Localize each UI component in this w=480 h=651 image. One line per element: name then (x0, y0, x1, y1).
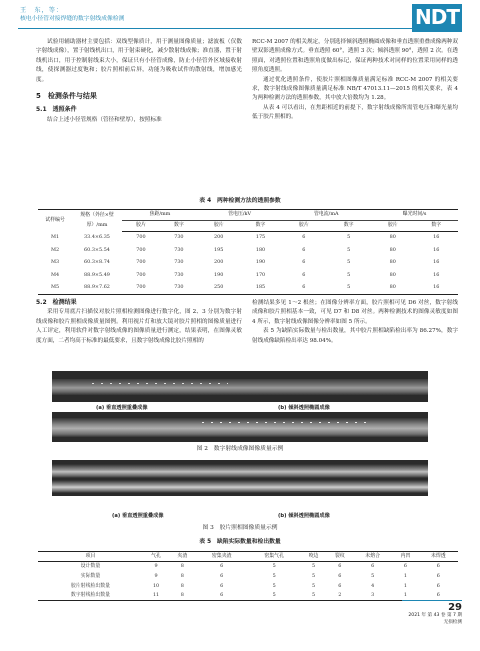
table-cell: 16 (433, 234, 440, 241)
table-header: 规格（外径×壁厚）/mm (72, 210, 122, 232)
table-row (38, 282, 458, 295)
paragraph: 从表 4 可以看出，在焦距相近的前提下，数字射线成像所需管电压和曝光量均低于胶片照相的。 (252, 104, 458, 121)
table-cell: 6 (220, 582, 224, 589)
paragraph: 检测结果多见 1～2 根丝；在图像分辨率方面，胶片照相可见 D6 对丝，数字射线成像和胶片照相基本一致，可见 D7 和 D8 对丝。两种检测技术的图像灵敏度如图 4 所示，数字射线成像图像分辨率如图 5 所示。 (252, 300, 458, 325)
table-header: 密集气孔 (248, 552, 300, 562)
table5-caption: 表 5 缺陷实际数量和检出数量 (199, 539, 281, 545)
table-cell: 6 (302, 271, 306, 278)
table-cell: 6 (371, 563, 375, 570)
table-cell: 5 (311, 572, 316, 579)
table-cell: 5 (248, 591, 300, 601)
table-cell: 5 (371, 572, 375, 579)
table4 (38, 209, 458, 295)
table-row (38, 581, 458, 591)
subsection-heading: 5.2 检测结果 (36, 299, 77, 306)
table-row (38, 572, 458, 582)
table-row (38, 269, 458, 282)
table-cell: 10 (152, 582, 160, 589)
paragraph: RCC-M 2007 的相关规定，分别选择倾斜透照椭圆成像和垂直透照重叠成像两种双壁双影透照成像方式。垂直透照 60°，透照 3 次；倾斜透照 90°，透照 2 次。在透照面，对透照位置和透照角度做出标记，保证两种技术对同样的位置采用同样的透照角度透照。 (252, 39, 458, 74)
table-cell: 6 (436, 563, 440, 570)
table-cell: 16 (415, 282, 459, 295)
table-header: 裂纹 (327, 552, 353, 562)
table4-caption: 表 4 两种检测方法的透照参数 (199, 198, 281, 204)
table-row (38, 562, 458, 572)
table-cell: 700 (136, 259, 146, 266)
right-column-top (252, 38, 458, 123)
table-cell: M3 (50, 259, 60, 266)
table-cell: 5 (272, 563, 276, 570)
paragraph: 通过优化透照条件，使胶片照相图像质量满足标准 RCC-M 2007 的相关要求，数字射线成像图像质量满足标准 NB/T 47013.11—2015 的相关要求，表 4 为两种检测方法的透照参数，其中放大倍数均为 1.28。 (252, 76, 458, 102)
table-cell: 170 (255, 271, 266, 278)
table-cell: 60.3×8.74 (84, 259, 110, 266)
table-header: 管电压/kV (198, 210, 282, 221)
figure2-image-a (52, 371, 428, 402)
table-subheader: 胶片 (198, 221, 240, 232)
table-subheader: 数字 (326, 221, 371, 232)
figure2-caption: 图 2 数字射线成像图像质量示例 (196, 446, 284, 452)
table-cell: 5 (311, 563, 316, 570)
header-rule (18, 28, 414, 29)
figure3-label-b: (b) 倾斜透照椭圆成像 (278, 513, 330, 519)
table-cell: M1 (50, 234, 60, 241)
table-cell: M5 (38, 282, 72, 295)
table-cell: 185 (240, 282, 282, 295)
table-row (38, 257, 458, 270)
table-cell: 设计数量 (80, 563, 101, 570)
paragraph: 表 5 为缺陷实际数量与检出数量，其中胶片照相缺陷检出率为 86.27%，数字射线成像缺陷检出率达 98.04%。 (252, 328, 458, 344)
paragraph: 结合上述小径管规格（管径和壁厚），按照标准 (47, 116, 162, 123)
table-subheader: 数字 (240, 221, 282, 232)
table-cell: 175 (255, 234, 266, 241)
table-cell: 88.9×5.49 (84, 271, 110, 278)
journal-name: 无损检测 (443, 620, 462, 626)
figure2-label-a: (a) 垂直透照重叠成像 (96, 405, 148, 411)
table-cell: 6 (281, 282, 326, 295)
table-cell: 6 (302, 246, 306, 253)
table-cell: 700 (136, 234, 146, 241)
table-cell: 700 (122, 282, 160, 295)
table-cell: 200 (214, 234, 224, 241)
table-cell: 190 (255, 259, 266, 266)
table-cell: 11 (143, 591, 169, 601)
table-cell: 6 (338, 563, 342, 570)
table-cell: 730 (160, 282, 198, 295)
table-cell: 6 (302, 259, 306, 266)
table-cell: 1 (403, 582, 408, 589)
page-number: 29 (402, 600, 462, 612)
subsection-heading: 5.1 透照条件 (36, 106, 77, 114)
table-cell: 8 (180, 572, 184, 579)
right-column-mid (252, 299, 458, 346)
table-header: 焦距/mm (122, 210, 198, 221)
table-cell: 5 (272, 572, 276, 579)
table-header: 夹渣 (169, 552, 195, 562)
header-running-title: 核电小径管对接焊缝的数字射线成像检测 (20, 16, 125, 22)
section-heading: 5 检测条件与结果 (36, 92, 97, 101)
table-cell: 190 (214, 271, 224, 278)
table-cell: 250 (198, 282, 240, 295)
table-cell: 9 (154, 563, 158, 570)
table-cell: 730 (174, 259, 184, 266)
figure3-image (52, 460, 428, 496)
table-cell: 80 (389, 246, 396, 253)
table-cell: 6 (419, 591, 458, 601)
table-cell: 5 (347, 246, 351, 253)
table-cell: 730 (174, 271, 184, 278)
table-cell: 180 (255, 246, 266, 253)
figure2-image-b (52, 412, 428, 442)
table-cell: 80 (389, 271, 396, 278)
table-cell: 16 (433, 259, 440, 266)
table-cell: 195 (214, 246, 224, 253)
table-cell: 5 (347, 271, 351, 278)
figure3-label-a: (a) 垂直透照重叠成像 (112, 513, 164, 519)
table-row (38, 591, 458, 601)
table-header: 曝光时间/s (371, 210, 458, 221)
table-header: 未焊透 (419, 552, 458, 562)
table-cell: 80 (389, 234, 396, 241)
figure2-label-b: (b) 倾斜透照椭圆成像 (278, 405, 330, 411)
table-cell: 200 (214, 259, 224, 266)
table-cell: 6 (338, 572, 342, 579)
table-cell: 5 (347, 234, 351, 241)
table-cell: 实际数量 (80, 572, 101, 579)
table-cell: 6 (403, 563, 408, 570)
table-header: 内凹 (392, 552, 418, 562)
table-cell: 700 (136, 246, 146, 253)
table-subheader: 胶片 (122, 221, 160, 232)
figure3-caption: 图 3 胶片照相图像质量示例 (202, 525, 278, 531)
table-cell: 胶片射线检出数量 (70, 582, 111, 589)
table-cell: 8 (169, 591, 195, 601)
table-cell: 1 (403, 572, 408, 579)
table-cell: 5 (311, 582, 316, 589)
page-footer (402, 600, 462, 626)
table-header: 项目 (38, 552, 143, 562)
table-cell: 3 (353, 591, 392, 601)
table-cell: 数字射线检出数量 (38, 591, 143, 601)
table-cell: 6 (220, 572, 224, 579)
table-cell: 700 (136, 271, 146, 278)
table-row (38, 244, 458, 257)
table-cell: 2 (327, 591, 353, 601)
table-subheader: 胶片 (371, 221, 414, 232)
left-column-top (36, 38, 242, 125)
running-header (18, 6, 462, 34)
table-header: 试样编号 (38, 210, 72, 232)
table-cell: 1 (392, 591, 418, 601)
table-header: 未熔合 (353, 552, 392, 562)
table-subheader: 数字 (415, 221, 459, 232)
table-cell: 8 (180, 563, 184, 570)
table-header: 密集夹渣 (195, 552, 247, 562)
table-cell: 5 (272, 582, 276, 589)
left-column-mid (36, 296, 242, 346)
table-cell: 6 (338, 582, 342, 589)
table-cell: 730 (174, 246, 184, 253)
table-cell: 9 (154, 572, 158, 579)
table-cell: 16 (433, 246, 440, 253)
table-cell: 730 (174, 234, 184, 241)
table-cell: 60.3×5.54 (84, 246, 110, 253)
table-cell: 5 (300, 591, 326, 601)
table-cell: 6 (436, 582, 440, 589)
table-cell: 6 (195, 591, 247, 601)
table-row (38, 232, 458, 245)
table-cell: 6 (302, 234, 306, 241)
table-header: 咬边 (300, 552, 326, 562)
table-cell: 6 (220, 563, 224, 570)
journal-logo: NDT (412, 4, 462, 32)
header-authors: 王 东，等： (20, 7, 64, 14)
table-cell: 88.9×7.62 (72, 282, 122, 295)
journal-issue: 2021 年 第 43 卷 第 7 期 (408, 613, 462, 619)
table-subheader: 胶片 (281, 221, 326, 232)
table-cell: 5 (326, 282, 371, 295)
paragraph: 采用专用底片扫描仪对胶片照相检测图像进行数字化，图 2、3 分别为数字射线成像和胶片照相成像质量图例。利用视片灯和放大镜对胶片照相的图像质量进行人工评定，利用软件对数字射线成像的图像质量进行测定，结果表明，在图像灵敏度方面，二者均高于标准的最低要求，且数字射线成像比胶片照相的 (36, 309, 242, 344)
table-cell: 80 (371, 282, 414, 295)
table-subheader: 数字 (160, 221, 198, 232)
table-cell: 16 (433, 271, 440, 278)
table-cell: 4 (371, 582, 375, 589)
table-cell: 80 (389, 259, 396, 266)
table-cell: 33.4×6.35 (84, 234, 110, 241)
table-cell: M2 (50, 246, 60, 253)
table-cell: 6 (436, 572, 440, 579)
table5 (38, 551, 458, 601)
table-header: 气孔 (143, 552, 169, 562)
table-cell: M4 (50, 271, 60, 278)
paragraph: 试验用辅助器材主要包括：双线型像质计，用于测量图像质量；滤波板（仅数字射线成像），置于射线机出口，用于射束硬化，减少散射线成像；准直器，置于射线机出口，用于控制射线束大小，保证只有小径管成像，防止小径管外区域接收射线，使探测器过度饱和；胶片照相前后屏，功能为吸收试件的散射线，增加感光度。 (36, 39, 242, 83)
table-header: 管电流/mA (281, 210, 371, 221)
table-cell: 5 (347, 259, 351, 266)
table-cell: 8 (180, 582, 184, 589)
